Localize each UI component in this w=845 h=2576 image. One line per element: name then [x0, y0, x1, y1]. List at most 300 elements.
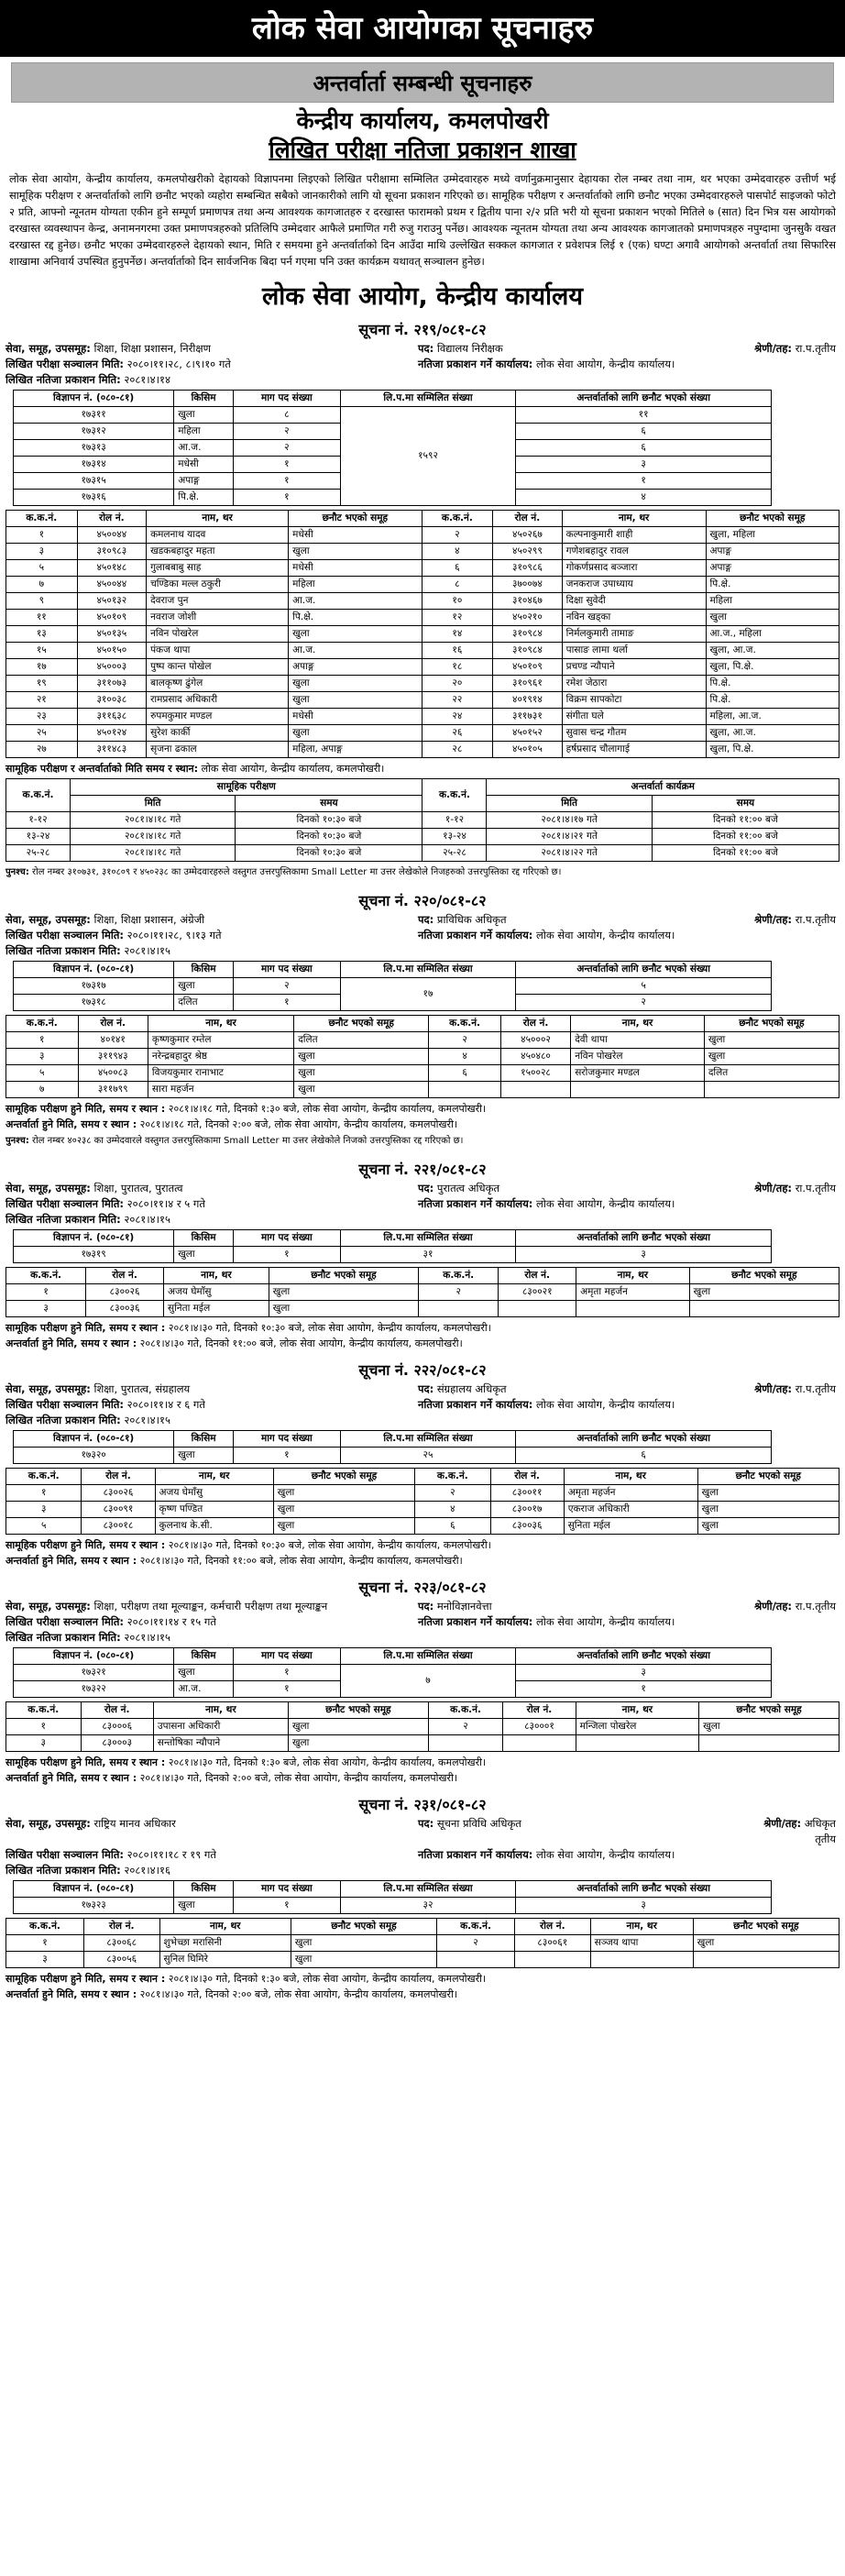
candidate-name: पुष्प कान्त पोखेल [147, 659, 289, 676]
demand-count: १ [233, 1665, 340, 1681]
exam-date-value: २०८०।११।४ र ६ गते [126, 1398, 205, 1411]
candidate-name: अजय घेमाँसु [155, 1485, 273, 1502]
candidate-name: सरोजकुमार मण्डल [571, 1065, 705, 1082]
roll-number: ४५०४८० [500, 1049, 570, 1065]
candidate-row [6, 643, 840, 659]
section-spacer [5, 1569, 840, 1573]
candidate-header: रोल नं. [82, 1469, 155, 1485]
demand-count: २ [233, 424, 340, 440]
candidate-header: क.क.नं. [6, 1919, 84, 1935]
candidate-row [6, 1518, 840, 1535]
meta-cell [5, 341, 418, 357]
advertisement-number: १७३१८ [14, 995, 174, 1011]
vacancy-type: दलित [174, 995, 234, 1011]
correction-text: रोल नम्बर ४०२३८ का उम्मेदवारले वस्तुगत उत्तरपुस्तिकामा Small Letter मा उत्तर लेखेकोले निजको उत्तरपुस्तिका रद्द गरिएको छ। [32, 1136, 464, 1146]
selected-group: आ.ज. [289, 593, 422, 610]
candidate-header-row [6, 1268, 840, 1284]
correction-text: रोल नम्बर ३१०७३१, ३१०८०९ र ४५०२३८ का उम्मेदवारहरुले वस्तुगत उत्तरपुस्तिकामा Small Letter मा उत्तर लेखेकोले निजहरुको उत्तरपुस्तिका रद्द गरिएको छ। [32, 867, 562, 877]
vacancy-header: विज्ञापन नं. (०८०-८१) [14, 1881, 174, 1898]
exam-date-value: २०८०।११।२८, ८।९।१० गते [126, 358, 231, 370]
vacancy-header: लि.प.मा सम्मिलित संख्या [340, 1230, 515, 1247]
candidate-table [5, 1468, 840, 1535]
appeared-count: २५ [340, 1448, 515, 1464]
candidate-header: छनौट भएको समूह [288, 1702, 428, 1719]
candidate-name: सुनिल घिमिरे [159, 1952, 291, 1968]
candidate-name: उपासना अधिकारी [153, 1719, 288, 1735]
demand-count: १ [233, 473, 340, 490]
vacancy-header: किसिम [174, 1648, 234, 1665]
advertisement-number: १७३२३ [14, 1898, 174, 1914]
meta-cell [748, 1630, 840, 1646]
meta-row [5, 372, 840, 388]
notice-section [5, 1159, 840, 1356]
candidate-name: गुलाबबाबु साह [147, 560, 289, 577]
serial-number: २० [422, 676, 493, 692]
interview-text: २०८१।४।३० गते, दिनको ११:०० बजे, लोक सेवा आयोग, केन्द्रीय कार्यालय, कमलपोखरी। [139, 1338, 463, 1349]
meta-row [5, 1614, 840, 1630]
candidate-name [576, 1735, 698, 1752]
level-label: श्रेणी/तह: [754, 1600, 793, 1613]
candidate-name: अमृता महर्जन [576, 1284, 690, 1301]
roll-number [500, 1082, 570, 1098]
roll-number: ४५०००३ [77, 659, 147, 676]
candidate-header: नाम, थर [147, 511, 289, 527]
meta-cell [5, 1614, 418, 1630]
serial-number: ६ [429, 1065, 501, 1082]
selected-group: खुला [689, 1284, 839, 1301]
shortlisted-count: १ [516, 473, 772, 490]
selected-group: मधेसी [289, 560, 422, 577]
notice-number: सूचना नं. २२३/०८१-८२ [358, 1579, 487, 1596]
candidate-header: रोल नं. [500, 1016, 570, 1032]
roll-number: ४५०१०५ [493, 742, 563, 758]
candidate-header: छनौट भएको समूह [699, 1702, 840, 1719]
interview-line [5, 1117, 840, 1132]
meta-cell [418, 1816, 748, 1847]
candidate-name: रमेश जेठारा [562, 676, 706, 692]
demand-count: १ [233, 1898, 340, 1914]
roll-number: ८३००१८ [82, 1518, 155, 1535]
vacancy-header: विज्ञापन नं. (०८०-८१) [14, 1648, 174, 1665]
office-title: केन्द्रीय कार्यालय, कमलपोखरी [296, 107, 549, 134]
serial-number: १ [6, 1485, 82, 1502]
service-value: शिक्षा, परीक्षण तथा मूल्याङ्कन, कर्मचारी परीक्षण तथा मूल्याङ्कन [93, 1600, 328, 1613]
roll-number: ३११७९९ [78, 1082, 148, 1098]
candidate-row [6, 1082, 840, 1098]
notice-section [5, 319, 840, 886]
level-value: रा.प.तृतीय [795, 1382, 836, 1395]
vacancy-header: किसिम [174, 962, 234, 978]
post-value: प्राविधिक अधिकृत [436, 913, 507, 926]
serial-number: ६ [422, 560, 493, 577]
demand-count: १ [233, 457, 340, 473]
meta-row [5, 341, 840, 357]
roll-number: ४५००४४ [77, 527, 147, 544]
serial-number: १ [6, 1935, 84, 1952]
candidate-row [6, 544, 840, 560]
group-test-line [5, 1538, 840, 1553]
schedule-gdate: २०८१।४।१८ गते [71, 829, 236, 845]
candidate-table [5, 1015, 840, 1098]
service-label: सेवा, समूह, उपसमूह: [5, 1382, 91, 1395]
notice-section [5, 1360, 840, 1573]
service-value: राष्ट्रिय मानव अधिकार [93, 1817, 176, 1830]
result-date-value: २०८१।४।१५ [124, 1631, 170, 1644]
interview-line [5, 1987, 840, 2002]
candidate-row [6, 742, 840, 758]
result-date-label: लिखित नतिजा प्रकाशन मिति: [5, 1864, 121, 1877]
schedule-ikk: २५-२८ [422, 845, 487, 862]
vacancy-type: खुला [174, 1898, 234, 1914]
demand-count: १ [233, 490, 340, 506]
candidate-name [571, 1082, 705, 1098]
serial-number: १५ [6, 643, 78, 659]
vacancy-header: माग पद संख्या [233, 962, 340, 978]
meta-cell [748, 341, 840, 357]
pub-office-value: लोक सेवा आयोग, केन्द्रीय कार्यालय। [536, 358, 675, 370]
meta-cell [5, 1863, 418, 1878]
candidate-name: सुवास चन्द्र गौतम [562, 725, 706, 742]
selected-group [699, 1735, 840, 1752]
roll-number: ३११६३८ [77, 709, 147, 725]
schedule-gtime: दिनको १०:३० बजे [236, 845, 422, 862]
notice-number: सूचना नं. २२१/०८१-८२ [358, 1161, 487, 1178]
candidate-name: बालकृष्ण ढुंगेल [147, 676, 289, 692]
meta-cell [748, 1816, 840, 1847]
roll-number: ८३००२६ [86, 1284, 164, 1301]
vacancy-type: महिला [174, 424, 234, 440]
meta-cell [5, 1630, 418, 1646]
serial-number: २ [429, 1032, 501, 1049]
advertisement-number: १७३२२ [14, 1681, 174, 1698]
vacancy-header: लि.प.मा सम्मिलित संख्या [340, 1648, 515, 1665]
roll-number: ४५००८३ [78, 1065, 148, 1082]
schedule-idate: २०८१।४।१७ गते [487, 812, 652, 829]
serial-number: २ [422, 527, 493, 544]
meta-cell [748, 357, 840, 372]
candidate-name: सारा महर्जन [148, 1082, 293, 1098]
candidate-name: प्रचण्ड न्यौपाने [562, 659, 706, 676]
serial-number [437, 1952, 515, 1968]
roll-number: ३१०९६१ [493, 676, 563, 692]
selected-group: खुला [289, 725, 422, 742]
candidate-row [6, 692, 840, 709]
serial-number: २ [428, 1719, 503, 1735]
candidate-name: देवराज पुन [147, 593, 289, 610]
selected-group: खुला [704, 1032, 839, 1049]
candidate-header: क.क.नं. [6, 511, 78, 527]
vacancy-header: किसिम [174, 1431, 234, 1448]
serial-number: ४ [429, 1049, 501, 1065]
meta-cell [5, 372, 418, 388]
meta-cell [5, 1847, 418, 1863]
selected-group: खुला [294, 1065, 429, 1082]
serial-number: ६ [415, 1518, 490, 1535]
date-header: मिति [487, 796, 652, 812]
vacancy-type: खुला [174, 1665, 234, 1681]
candidate-header: क.क.नं. [428, 1702, 503, 1719]
pub-office-label: नतिजा प्रकाशन गर्ने कार्यालय: [418, 929, 533, 941]
selected-group: खुला [291, 1952, 436, 1968]
serial-number: १७ [6, 659, 78, 676]
service-label: सेवा, समूह, उपसमूह: [5, 1817, 91, 1830]
serial-number: १० [422, 593, 493, 610]
serial-number: २ [419, 1284, 499, 1301]
serial-number: २३ [6, 709, 78, 725]
advertisement-number: १७३११ [14, 407, 174, 424]
candidate-name: कृष्ण पण्डित [155, 1502, 273, 1518]
vacancy-header-row [14, 391, 772, 407]
meta-cell [5, 1599, 418, 1614]
selected-group: खुला [697, 1502, 839, 1518]
post-label: पद: [418, 1817, 434, 1830]
vacancy-header: माग पद संख्या [233, 1230, 340, 1247]
candidate-header: रोल नं. [81, 1702, 153, 1719]
interview-header: अन्तर्वार्ता कार्यक्रम [487, 779, 840, 796]
schedule-header-row [6, 779, 840, 796]
meta-row [5, 1397, 840, 1413]
serial-number: २७ [6, 742, 78, 758]
candidate-name: अजय घेमाँसु [163, 1284, 269, 1301]
candidate-header: छनौट भएको समूह [693, 1919, 839, 1935]
vacancy-header: अन्तर्वार्ताको लागि छनौट भएको संख्या [516, 1881, 772, 1898]
shortlisted-count: १ [516, 1681, 772, 1698]
selected-group: पि.क्षे. [706, 577, 839, 593]
meta-row [5, 1212, 840, 1227]
meta-cell [418, 1382, 748, 1397]
meta-row [5, 1382, 840, 1397]
serial-number: ७ [6, 577, 78, 593]
candidate-row [6, 659, 840, 676]
meta-cell [5, 1816, 418, 1847]
candidate-header: क.क.नं. [6, 1702, 82, 1719]
level-value: रा.प.तृतीय [795, 913, 836, 926]
roll-number: ४५०१५० [77, 643, 147, 659]
candidate-row [6, 1485, 840, 1502]
service-label: सेवा, समूह, उपसमूह: [5, 1182, 91, 1194]
candidate-header: नाम, थर [159, 1919, 291, 1935]
roll-number: ३७००७४ [493, 577, 563, 593]
level-value: रा.प.तृतीय [795, 1600, 836, 1613]
candidate-header: नाम, थर [148, 1016, 293, 1032]
meta-cell [748, 1847, 840, 1863]
meta-cell [418, 1847, 748, 1863]
candidate-header: नाम, थर [576, 1268, 690, 1284]
meta-cell [5, 357, 418, 372]
level-value: रा.प.तृतीय [795, 1182, 836, 1194]
meta-cell [748, 1413, 840, 1428]
roll-number: ४५०१०९ [77, 610, 147, 626]
service-label: सेवा, समूह, उपसमूह: [5, 342, 91, 355]
candidate-name: खडकबहादुर महता [147, 544, 289, 560]
meta-cell [5, 943, 418, 959]
level-label: श्रेणी/तह: [754, 913, 793, 926]
candidate-header: छनौट भएको समूह [689, 1268, 839, 1284]
candidate-header: नाम, थर [590, 1919, 693, 1935]
meta-row [5, 1196, 840, 1212]
exam-date-label: लिखित परीक्षा सञ्चालन मिति: [5, 1197, 124, 1210]
meta-cell [418, 1397, 748, 1413]
serial-number: ३ [6, 1502, 82, 1518]
serial-number: २४ [422, 709, 493, 725]
candidate-row [6, 1719, 840, 1735]
serial-number: ३ [6, 1735, 82, 1752]
vacancy-type: खुला [174, 1448, 234, 1464]
vacancy-header: माग पद संख्या [233, 391, 340, 407]
candidate-name: कृष्णकुमार रम्तेल [148, 1032, 293, 1049]
meta-cell [418, 341, 748, 357]
vacancy-header: माग पद संख्या [233, 1648, 340, 1665]
schedule-itime: दिनको ११:०० बजे [652, 845, 839, 862]
advertisement-number: १७३१५ [14, 473, 174, 490]
meta-cell [418, 928, 748, 943]
correction-note [5, 1134, 840, 1148]
meta-row [5, 928, 840, 943]
meta-row [5, 1630, 840, 1646]
shortlisted-count: ११ [516, 407, 772, 424]
candidate-header-row [6, 511, 840, 527]
demand-count: १ [233, 1681, 340, 1698]
candidate-name: नवराज जोशी [147, 610, 289, 626]
vacancy-header: विज्ञापन नं. (०८०-८१) [14, 962, 174, 978]
service-label: सेवा, समूह, उपसमूह: [5, 1600, 91, 1613]
post-value: विद्यालय निरीक्षक [436, 342, 503, 355]
roll-number: ३१०९८३ [77, 544, 147, 560]
demand-count: १ [233, 1247, 340, 1263]
shortlisted-count: ३ [516, 1247, 772, 1263]
interview-text: २०८१।४।३० गते, दिनको ११:०० बजे, लोक सेवा आयोग, केन्द्रीय कार्यालय, कमलपोखरी। [139, 1555, 463, 1567]
schedule-kk: १३-२४ [6, 829, 71, 845]
service-value: शिक्षा, पुरातत्व, संग्रहालय [93, 1382, 191, 1395]
exam-date-value: २०८०।११।१४ र १५ गते [126, 1615, 216, 1628]
selected-group: दलित [294, 1032, 429, 1049]
roll-number: ३१०९८६ [493, 560, 563, 577]
roll-number: ८३०००६ [81, 1719, 153, 1735]
candidate-name: दिक्षा सुवेदी [562, 593, 706, 610]
meta-cell [748, 943, 840, 959]
roll-number: ८३०००१ [503, 1719, 576, 1735]
schedule-gdate: २०८१।४।१८ गते [71, 845, 236, 862]
candidate-header: छनौट भएको समूह [706, 511, 839, 527]
group-test-line [5, 1756, 840, 1770]
exam-date-label: लिखित परीक्षा सञ्चालन मिति: [5, 1398, 124, 1411]
meta-cell [418, 943, 748, 959]
demand-count: १ [233, 995, 340, 1011]
roll-number [515, 1952, 591, 1968]
candidate-header: रोल नं. [77, 511, 147, 527]
candidate-row [6, 1284, 840, 1301]
meta-cell [418, 1212, 748, 1227]
notices-container [5, 319, 840, 2007]
meta-row [5, 943, 840, 959]
demand-count: २ [233, 978, 340, 995]
result-date-value: २०८१।४।१६ [124, 1864, 170, 1877]
selected-group: महिला, आ.ज. [706, 709, 839, 725]
selected-group: खुला [697, 1485, 839, 1502]
serial-number: १३ [6, 626, 78, 643]
group-test-text: २०८१।४।१८ गते, दिनको १:३० बजे, लोक सेवा आयोग, केन्द्रीय कार्यालय, कमलपोखरी। [168, 1103, 487, 1115]
meta-row [5, 357, 840, 372]
selected-group: पि.क्षे. [289, 610, 422, 626]
post-label: पद: [418, 1382, 434, 1395]
selected-group: खुला, आ.ज. [706, 725, 839, 742]
vacancy-header: अन्तर्वार्ताको लागि छनौट भएको संख्या [516, 962, 772, 978]
candidate-name: कमलनाथ यादव [147, 527, 289, 544]
candidate-header: क.क.नं. [437, 1919, 515, 1935]
candidate-name: संगीता घले [562, 709, 706, 725]
candidate-row [6, 577, 840, 593]
meta-cell [748, 1181, 840, 1196]
candidate-row [6, 725, 840, 742]
vacancy-row [14, 407, 772, 424]
candidate-header: छनौट भएको समूह [294, 1016, 429, 1032]
notice-number: सूचना नं. २३१/०८१-८२ [358, 1796, 487, 1813]
candidate-name: सुरेश कार्की [147, 725, 289, 742]
roll-number: ८३००२१ [499, 1284, 576, 1301]
vacancy-table [13, 1647, 772, 1698]
candidate-row [6, 1065, 840, 1082]
section-spacer [5, 2003, 840, 2007]
candidate-table [5, 1918, 840, 1968]
meta-cell [5, 1212, 418, 1227]
candidate-name: कुलनाथ के.सी. [155, 1518, 273, 1535]
interview-text: २०८१।४।१८ गते, दिनको २:०० बजे, लोक सेवा आयोग, केन्द्रीय कार्यालय, कमलपोखरी। [139, 1118, 458, 1130]
vacancy-row [14, 1665, 772, 1681]
roll-number: ३१०४६७ [493, 593, 563, 610]
meta-row [5, 912, 840, 928]
pub-office-value: लोक सेवा आयोग, केन्द्रीय कार्यालय। [536, 929, 675, 941]
service-value: शिक्षा, पुरातत्व, पुरातत्व [93, 1182, 183, 1194]
notice-number: सूचना नं. २२२/०८१-८२ [358, 1361, 487, 1379]
shortlisted-count: २ [516, 995, 772, 1011]
exam-date-value: २०८०।११।४ र ५ गते [126, 1197, 205, 1210]
notice-section [5, 1577, 840, 1790]
serial-number: ८ [422, 577, 493, 593]
serial-number: ४ [415, 1502, 490, 1518]
meta-cell [418, 912, 748, 928]
schedule-row [6, 829, 840, 845]
roll-number: ३१०९८४ [493, 643, 563, 659]
candidate-header: रोल नं. [490, 1469, 564, 1485]
selected-group [704, 1082, 839, 1098]
notice-number: सूचना नं. २२०/०८१-८२ [358, 892, 487, 909]
vacancy-header-row [14, 962, 772, 978]
roll-number [499, 1301, 576, 1317]
selected-group: खुला [288, 1719, 428, 1735]
vacancy-table [13, 961, 772, 1011]
serial-number: २५ [6, 725, 78, 742]
serial-number: ३ [6, 1049, 79, 1065]
meta-cell [748, 372, 840, 388]
vacancy-row [14, 1448, 772, 1464]
candidate-header-row [6, 1469, 840, 1485]
shortlisted-count: ६ [516, 440, 772, 457]
advertisement-number: १७३१९ [14, 1247, 174, 1263]
interview-line [5, 1337, 840, 1351]
vacancy-header-row [14, 1881, 772, 1898]
selected-group: खुला [294, 1049, 429, 1065]
candidate-name: नविन पोखरेल [147, 626, 289, 643]
selected-group: खुला [269, 1284, 418, 1301]
candidate-header-row [6, 1016, 840, 1032]
group-test-text: २०८१।४।३० गते, दिनको १०:३० बजे, लोक सेवा आयोग, केन्द्रीय कार्यालय, कमलपोखरी। [168, 1322, 491, 1334]
vacancy-type: आ.ज. [174, 1681, 234, 1698]
schedule-row [6, 845, 840, 862]
roll-number: ४५००४४ [77, 577, 147, 593]
roll-number [503, 1735, 576, 1752]
level-value: रा.प.तृतीय [795, 342, 836, 355]
exam-date-label: लिखित परीक्षा सञ्चालन मिति: [5, 358, 124, 370]
